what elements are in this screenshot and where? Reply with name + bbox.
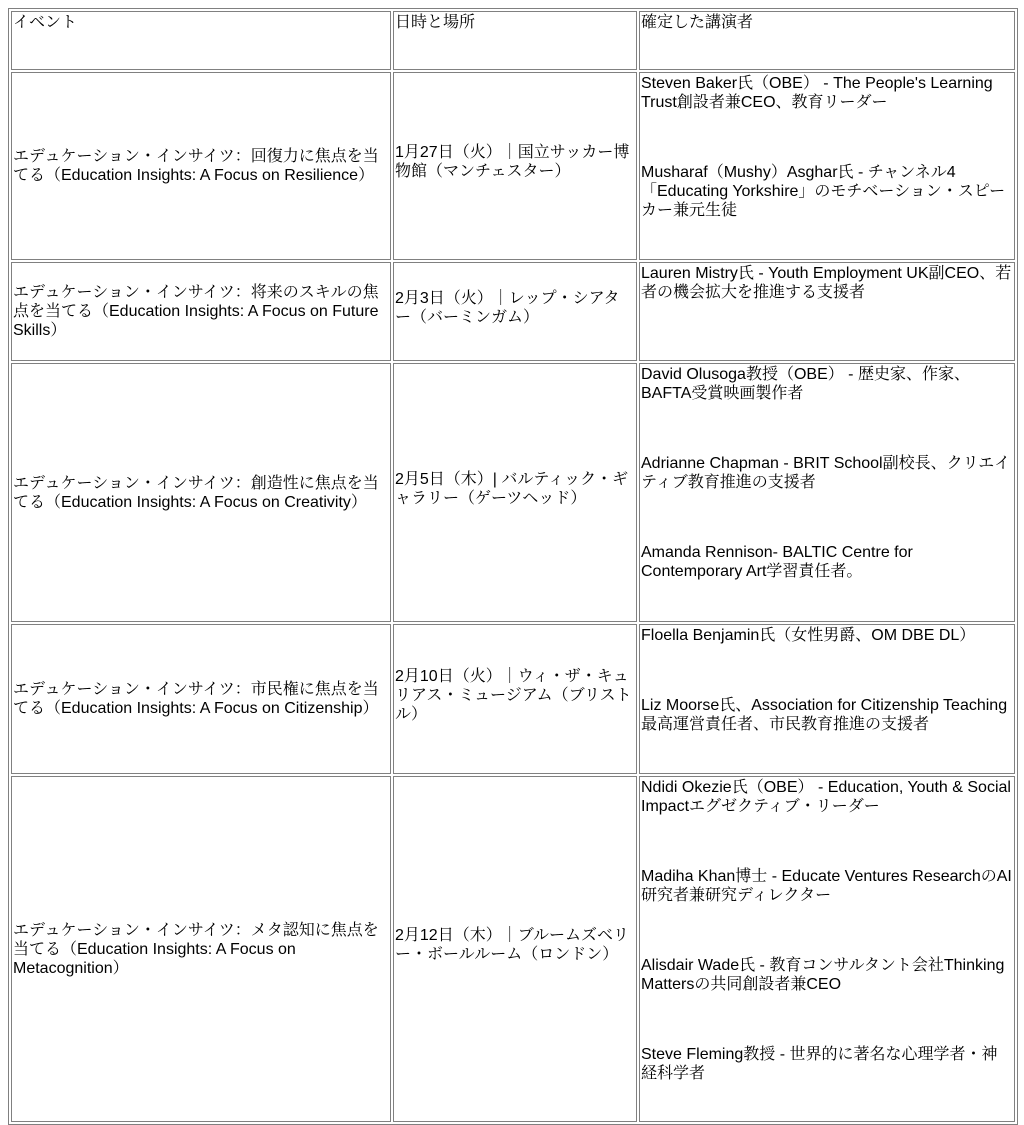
speaker: Steven Baker氏（OBE） - The People's Learning Trust創設者兼CEO、教育リーダー	[641, 75, 993, 111]
date-place-cell	[393, 72, 637, 260]
speaker: Alisdair Wade氏 - 教育コンサルタント会社Thinking Mattersの共同創設者兼CEO	[641, 957, 1005, 993]
date-place-text: 1月27日（火）｜国立サッカー博物館（マンチェスター）	[395, 144, 630, 180]
header-speakers: 確定した講演者	[639, 11, 1015, 70]
date-place-text: 2月12日（木）｜ブルームズベリー・ボールルーム（ロンドン）	[395, 927, 630, 963]
header-date-place: 日時と場所	[393, 11, 637, 70]
speaker: Madiha Khan博士 - Educate Ventures ResearchのAI研究者兼研究ディレクター	[641, 868, 1012, 904]
speaker: David Olusoga教授（OBE） - 歴史家、作家、BAFTA受賞映画製作者	[641, 366, 970, 402]
speakers-cell	[639, 363, 1015, 622]
speakers-cell	[639, 776, 1015, 1122]
date-place-cell	[393, 776, 637, 1122]
events-table	[8, 8, 1018, 1125]
date-place-cell	[393, 624, 637, 774]
date-place-cell	[393, 262, 637, 361]
event-cell: エデュケーション・インサイツ：メタ認知に焦点を当てる（Education Insights: A Focus on Metacognition）	[11, 776, 391, 1122]
speaker: Ndidi Okezie氏（OBE） - Education, Youth & Social Impactエグゼクティブ・リーダー	[641, 779, 1011, 815]
table-row	[11, 624, 1015, 774]
date-place-text: 2月10日（火）｜ウィ・ザ・キュリアス・ミュージアム（ブリストル）	[395, 667, 632, 723]
date-place-text: 2月5日（木）| バルティック・ギャラリー（ゲーツヘッド）	[395, 470, 629, 507]
speaker: Floella Benjamin氏（女性男爵、OM DBE DL）	[641, 627, 976, 644]
speaker: Amanda Rennison- BALTIC Centre for Contemporary Art学習責任者。	[641, 544, 913, 580]
speakers-cell	[639, 72, 1015, 260]
date-place-cell	[393, 363, 637, 622]
speaker: Lauren Mistry氏 - Youth Employment UK副CEO、若者の機会拡大を推進する支援者	[641, 265, 1012, 301]
table-row	[11, 776, 1015, 1122]
event-cell: エデュケーション・インサイツ：市民権に焦点を当てる（Education Insights: A Focus on Citizenship）	[11, 624, 391, 774]
speaker: Adrianne Chapman - BRIT School副校長、クリエイティブ教育推進の支援者	[641, 455, 1011, 491]
header-row	[11, 11, 1015, 70]
date-place-text: 2月3日（火）｜レップ・シアター（バーミンガム）	[395, 289, 620, 326]
speakers-cell	[639, 262, 1015, 361]
table-row	[11, 262, 1015, 361]
event-cell: エデュケーション・インサイツ：回復力に焦点を当てる（Education Insights: A Focus on Resilience）	[11, 72, 391, 260]
header-event: イベント	[11, 11, 391, 70]
table-header	[11, 11, 1015, 70]
event-cell: エデュケーション・インサイツ：将来のスキルの焦点を当てる（Education Insights: A Focus on Future Skills）	[11, 262, 391, 361]
speaker: Musharaf（Mushy）Asghar氏 - チャンネル4「Educating Yorkshire」のモチベーション・スピーカー兼元生徒	[641, 164, 1006, 219]
speaker: Liz Moorse氏、Association for Citizenship Teaching最高運営責任者、市民教育推進の支援者	[641, 697, 1008, 733]
table-row	[11, 363, 1015, 622]
speakers-cell	[639, 624, 1015, 774]
speaker: Steve Fleming教授 - 世界的に著名な心理学者・神経科学者	[641, 1046, 998, 1082]
table-row	[11, 72, 1015, 260]
event-cell: エデュケーション・インサイツ：創造性に焦点を当てる（Education Insights: A Focus on Creativity）	[11, 363, 391, 622]
